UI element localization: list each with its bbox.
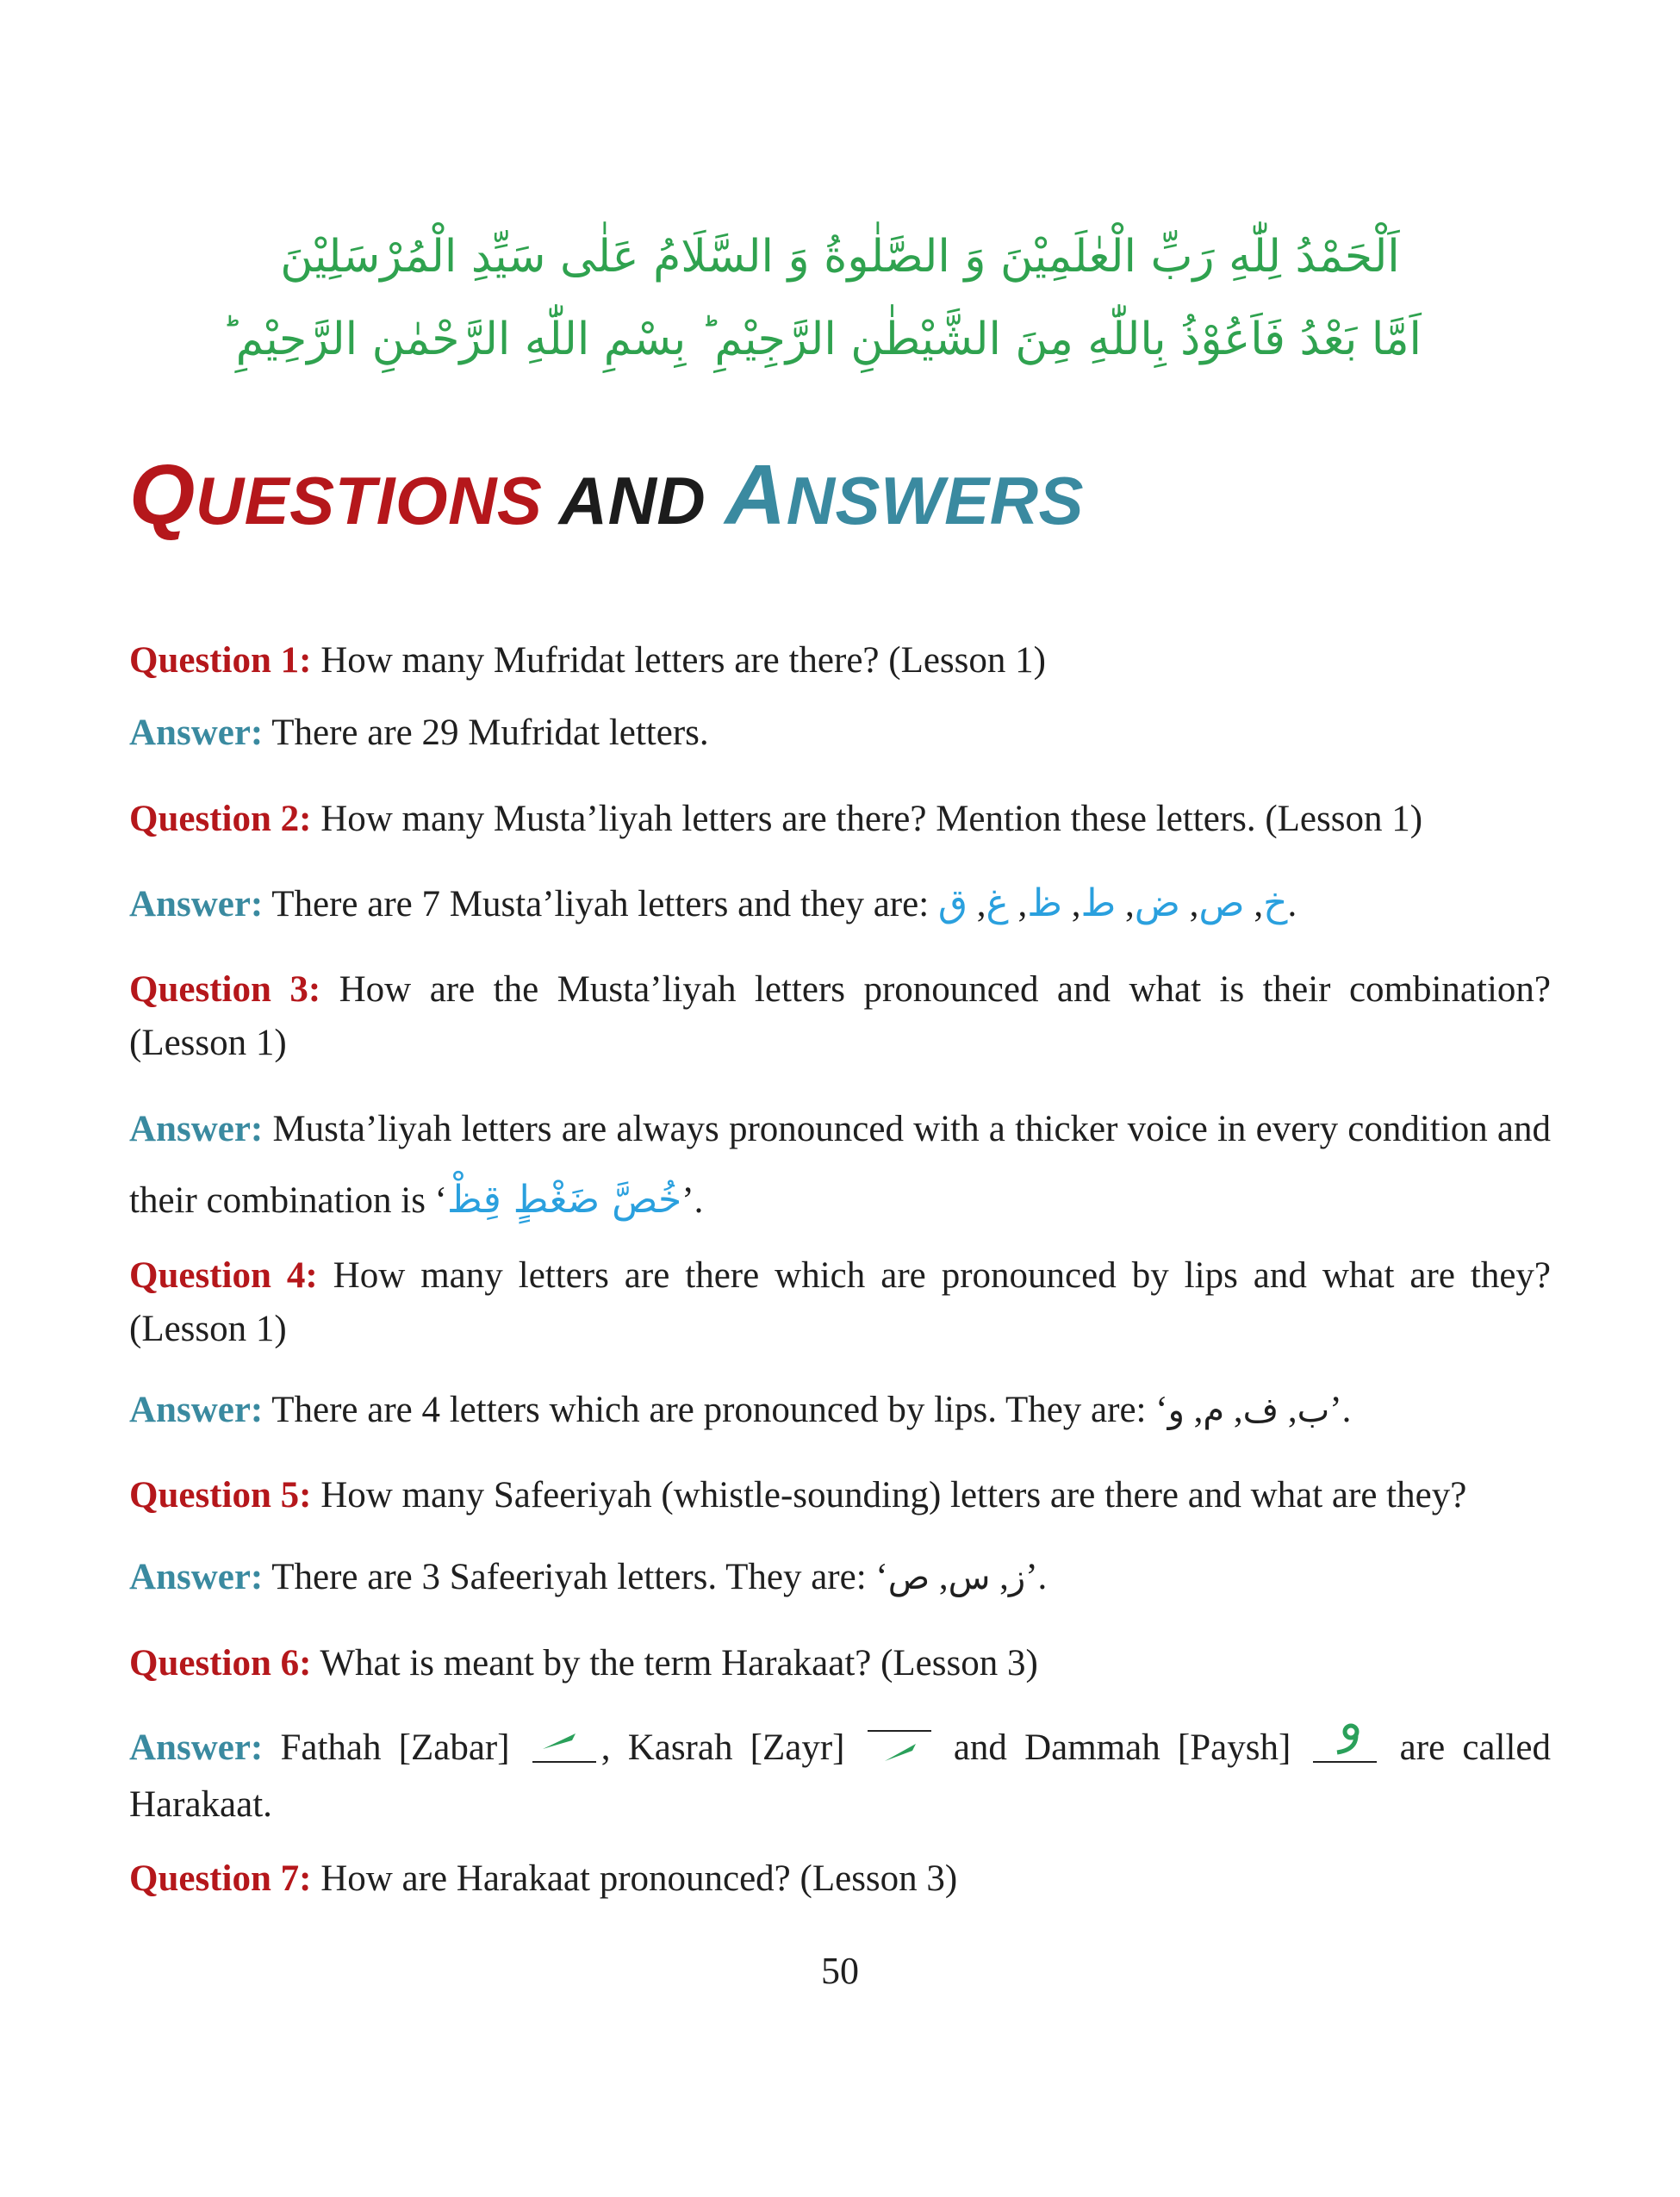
letter-separator: , [1184,1390,1204,1430]
arabic-letter: س [948,1558,991,1597]
dammah-symbol [1311,1723,1378,1764]
question-label: Question 2: [129,799,312,839]
arabic-letter: ط [1080,881,1117,925]
answer-label: Answer: [129,1727,264,1768]
letter-separator: , [1244,884,1264,924]
kasrah-symbol [866,1723,933,1764]
arabic-letter: ق [937,881,968,925]
answer-2: Answer: There are 7 Musta’liyah letters and they are: خ, ص, ض, ط, ظ, غ, ق . [129,881,1297,925]
page-title [129,447,1085,542]
answer-3: Answer: Musta’liyah letters are always pronounced with a thicker voice in every condition and their combination is ‘خُصَّ ضَغْطٍ قِظْ’. [129,1109,1551,1222]
mustaliyah-combination: خُصَّ ضَغْطٍ قِظْ [447,1178,682,1222]
question-6: Question 6: What is meant by the term Harakaat? (Lesson 3) [129,1643,1038,1684]
question-label: Question 3: [129,969,321,1010]
arabic-letter: غ [986,881,1009,925]
answer-4: Answer: There are 4 letters which are pronounced by lips. They are: ‘ ب, ف, م, و ’. [129,1390,1352,1430]
question-4: Question 4: How many letters are there which are pronounced by lips and what are they? (Lesson 1) [129,1255,1551,1349]
title-word-answers: ANSWERS [725,447,1085,542]
answer-1: Answer: There are 29 Mufridat letters. [129,713,709,753]
fathah-symbol [531,1723,598,1764]
letter-separator: , [1279,1390,1297,1430]
letter-separator: , [1062,884,1081,924]
arabic-letter: ض [1134,881,1180,925]
question-7: Question 7: How are Harakaat pronounced? (Lesson 3) [129,1858,958,1899]
letter-separator: , [1008,884,1028,924]
answer-label: Answer: [129,1557,264,1597]
arabic-letter: م [1203,1391,1225,1430]
lip-letter-list [1168,1390,1330,1430]
question-label: Question 1: [129,640,312,681]
dua-line-2: اَمَّا بَعْدُ فَاَعُوْذُ بِاللّٰهِ مِنَ الشَّيْطٰنِ الرَّجِيْمِ ؕ بِسْمِ اللّٰهِ الرَّحْمٰنِ الرَّحِيْمِ ؕ [221,314,1422,365]
question-label: Question 6: [129,1643,312,1684]
arabic-letter: ظ [1027,881,1062,925]
answer-6: Answer: Fathah [Zabar] , Kasrah [Zayr] and Dammah [Paysh] are called Harakaat. [129,1720,1551,1833]
question-label: Question 7: [129,1858,312,1899]
arabic-letter: ص [887,1558,930,1597]
question-3: Question 3: How are the Musta’liyah letters pronounced and what is their combination? (Lesson 1) [129,969,1551,1063]
arabic-letter: ف [1242,1391,1279,1430]
letter-separator: , [1224,1390,1243,1430]
letter-separator: , [1179,884,1199,924]
answer-label: Answer: [129,1109,264,1149]
title-word-questions: QUESTIONS [129,447,543,542]
answer-label: Answer: [129,884,264,924]
letter-separator: , [1116,884,1135,924]
arabic-letter: ص [1198,881,1245,925]
question-label: Question 5: [129,1475,312,1515]
answer-label: Answer: [129,1390,264,1430]
answer-5: Answer: There are 3 Safeeriyah letters. They are: ‘ ز, س, ص ’. [129,1557,1048,1597]
letter-separator: , [930,1557,949,1597]
title-word-and: AND [558,463,706,538]
arabic-letter: ز [1008,1558,1026,1597]
question-label: Question 4: [129,1255,318,1296]
arabic-letter: ب [1297,1391,1330,1430]
letter-separator: , [968,884,986,924]
page-number: 50 [821,1950,859,1992]
question-1: Question 1: How many Mufridat letters are there? (Lesson 1) [129,640,1046,681]
letter-separator: , [990,1557,1009,1597]
arabic-letter: و [1167,1391,1185,1430]
safeeriyah-letter-list [888,1557,1026,1597]
arabic-letter: خ [1263,881,1288,925]
dua-line-1: اَلْحَمْدُ لِلّٰهِ رَبِّ الْعٰلَمِيْنَ وَ الصَّلٰوةُ وَ السَّلَامُ عَلٰى سَيِّدِ الْمُرْسَلِيْنَ [280,231,1400,283]
question-5: Question 5: How many Safeeriyah (whistle-sounding) letters are there and what are they? [129,1475,1467,1515]
answer-label: Answer: [129,713,264,753]
question-2: Question 2: How many Musta’liyah letters are there? Mention these letters. (Lesson 1) [129,799,1423,839]
mustaliyah-letter-list [937,881,1288,925]
